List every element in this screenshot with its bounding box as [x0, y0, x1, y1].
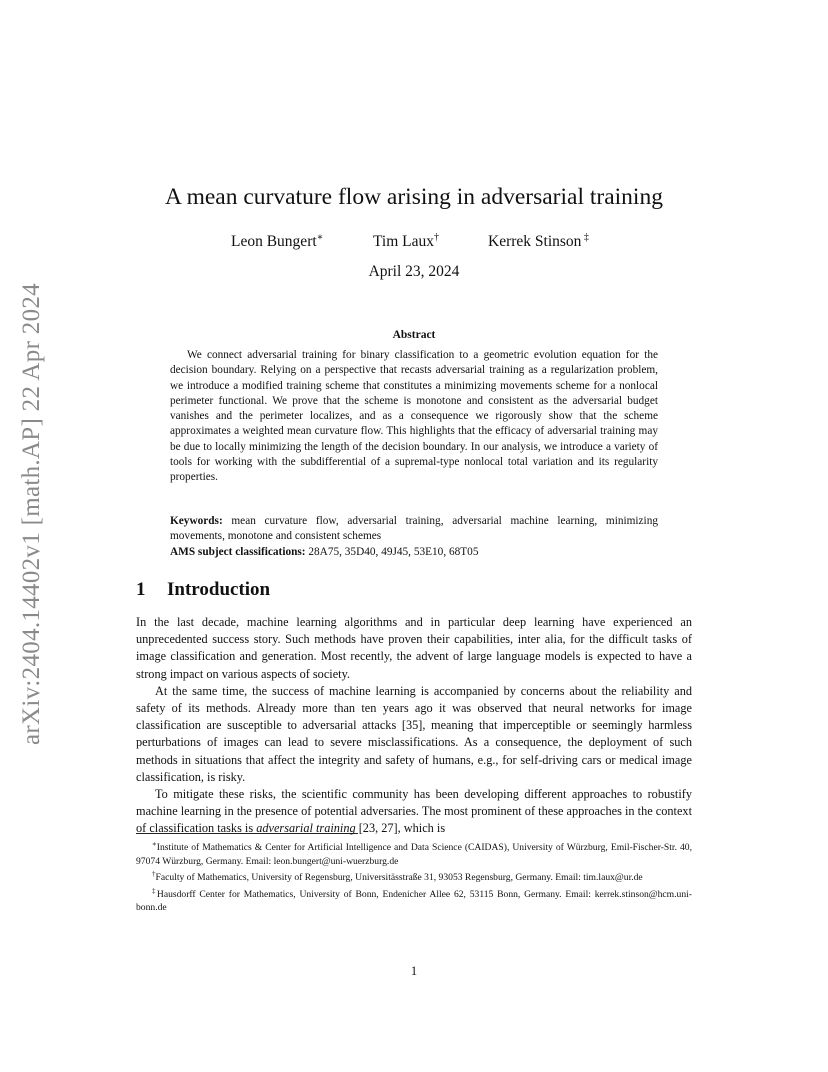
ams-classification-line [170, 545, 658, 560]
footnote-stinson [136, 885, 692, 915]
body-paragraph [136, 786, 692, 838]
keywords-text: mean curvature flow, adversarial training, adversarial machine learning, minimizing movements, monotone and consistent schemes [170, 515, 658, 543]
emphasized-term: adversarial training [256, 821, 356, 836]
author-footnote-mark: ‡ [581, 232, 589, 243]
abstract-heading: Abstract [392, 329, 436, 341]
footnote-mark: ∗ [152, 840, 157, 848]
ams-text: 28A75, 35D40, 49J45, 53E10, 68T05 [305, 545, 479, 558]
keywords-block [170, 514, 658, 560]
keywords-line [170, 514, 658, 545]
footnote-text: Hausdorff Center for Mathematics, University of Bonn, Endenicher Allee 62, 53115 Bonn, Germany. Email: kerrek.stinson@hcm.uni-bonn.de [136, 888, 692, 914]
body-paragraph: In the last decade, machine learning algorithms and in particular deep learning have experienced an unprecedented success story. Such methods have proven their capabilities, inter alia, for the difficult tasks of image classification and generation. Most recently, the advent of large language models is expected to have a strong impact on various aspects of society. [136, 615, 692, 681]
paragraph-text: [23, 27], which is [355, 821, 446, 836]
page-number: 1 [410, 964, 418, 978]
footnote-mark: ‡ [152, 886, 157, 895]
author-name: Kerrek Stinson [488, 233, 582, 251]
footnote-text: Institute of Mathematics & Center for Artificial Intelligence and Data Science (CAIDAS), University of Würzburg, Emil-Fischer-Str. 40, 97074 Würzburg, Germany. Email: leon.bungert@uni-wuerzburg.de [136, 842, 692, 867]
author-name: Tim Laux [373, 233, 435, 251]
keywords-label: Keywords: [170, 515, 223, 527]
body-paragraph: At the same time, the success of machine learning is accompanied by concerns about the reliability and safety of its methods. Already more than ten years ago it was observed that neural networks for image classification are susceptible to adversarial attacks [35], meaning that imperceptible or seemingly harmless perturbations of images can lead to severe misclassifications. As a consequence, the deployment of such methods in situations that affect the integrity and safety of humans, e.g., for self-driving cars or medical image classification, is risky. [136, 683, 692, 784]
author-footnote-mark: ∗ [316, 232, 324, 243]
section-number: 1 [136, 579, 146, 600]
paper-title: A mean curvature flow arising in adversarial training [165, 184, 663, 210]
footnote-laux [136, 868, 692, 885]
footnote-text: Faculty of Mathematics, University of Regensburg, Universitässtraße 31, 93053 Regensburg, Germany. Email: tim.laux@ur.de [155, 872, 643, 884]
footnote-separator [136, 833, 358, 834]
abstract-text: We connect adversarial training for binary classification to a geometric evolution equation for the decision boundary. Relying on a perspective that recasts adversarial training as a regularization problem, we introduce a modified training scheme that constitutes a minimizing movements scheme for a nonlocal perimeter functional. We prove that the scheme is monotone and consistent as the adversarial budget vanishes and the perimeter localizes, and as a consequence we rigorously show that the scheme approximates a weighted mean curvature flow. This highlights that the efficacy of adversarial training may be due to locally minimizing the length of the decision boundary. In our analysis, we introduce a variety of tools for working with the subdifferential of a supremal-type nonlocal total variation and its regularity properties. [170, 349, 658, 484]
author-footnote-mark: † [434, 232, 440, 243]
section-heading-introduction [136, 579, 270, 601]
paragraph-text: To mitigate these risks, the scientific community has been developing different approaches to robustify machine learning in the presence of potential adversaries. The most prominent of these approaches in the context of classification tasks is [136, 787, 692, 836]
author-stinson [488, 232, 589, 251]
arxiv-identifier-stamp: arXiv:2404.14402v1 [math.AP] 22 Apr 2024 [18, 283, 45, 745]
author-laux [373, 232, 439, 251]
section-title: Introduction [167, 579, 271, 600]
author-bungert [231, 232, 323, 251]
footnote-mark: † [152, 870, 156, 878]
ams-label: AMS subject classifications: [170, 545, 306, 558]
footnotes [136, 838, 692, 915]
paper-date: April 23, 2024 [368, 263, 460, 280]
introduction-body [136, 614, 692, 838]
author-name: Leon Bungert [231, 233, 317, 251]
footnote-bungert [136, 838, 692, 868]
